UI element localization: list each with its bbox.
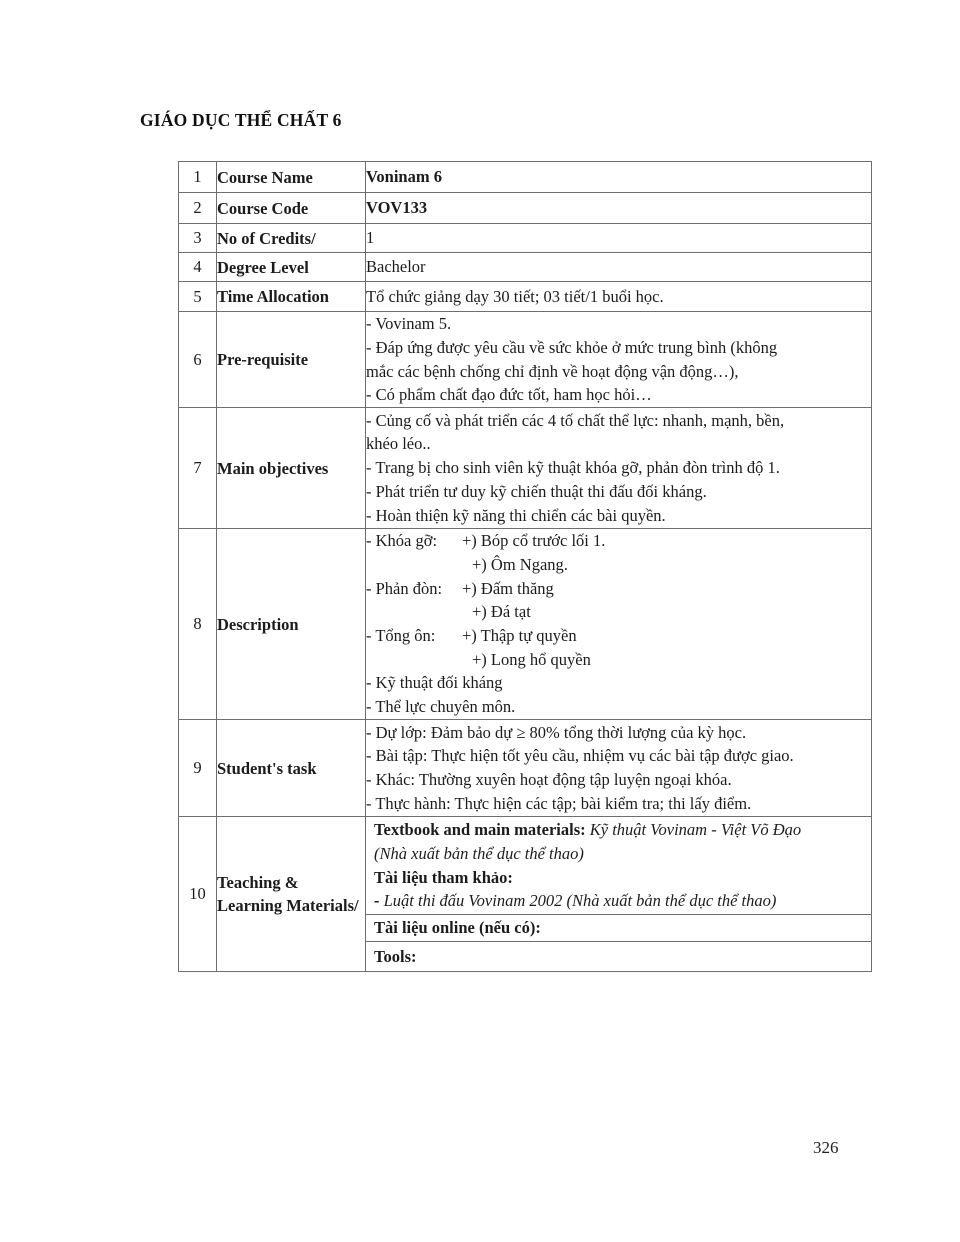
row-label-cell: Time Allocation: [217, 282, 366, 312]
row-number-cell: 3: [179, 224, 217, 253]
content-line: [366, 165, 871, 189]
content-line: [366, 577, 871, 601]
table-row: [179, 193, 872, 224]
text-segment: - Thực hành: Thực hiện các tập; bài kiểm tra; thi lấy điểm.: [366, 793, 752, 813]
content-line: [472, 553, 871, 577]
row-number-cell: 2: [179, 193, 217, 224]
text-segment: - Củng cố và phát triển các 4 tố chất thể lực: nhanh, mạnh, bền,: [366, 410, 785, 430]
text-segment: Tài liệu tham khảo:: [374, 867, 513, 887]
table-row: [179, 253, 872, 282]
table-row: [179, 408, 872, 529]
table-row: [179, 282, 872, 312]
course-table-body: [179, 162, 872, 972]
content-line: [366, 456, 871, 480]
row-label-cell: Degree Level: [217, 253, 366, 282]
row-label-cell: Student's task: [217, 720, 366, 817]
table-row: [179, 817, 872, 972]
content-line: [366, 285, 871, 309]
row-content-cell: [366, 529, 872, 720]
row-number-cell: 1: [179, 162, 217, 193]
table-row: [179, 162, 872, 193]
content-line: [366, 432, 871, 456]
text-segment: Tools:: [374, 946, 417, 966]
row-label-cell: No of Credits/: [217, 224, 366, 253]
content-line: [366, 360, 871, 384]
text-segment: - Bài tập: Thực hiện tốt yêu cầu, nhiệm vụ các bài tập được giao.: [366, 746, 794, 766]
table-row: [179, 720, 872, 817]
content-line: [366, 409, 871, 433]
row-number-cell: 10: [179, 817, 217, 972]
text-segment: - Dự lớp: Đảm bảo dự ≥ 80% tổng thời lượng của kỳ học.: [366, 722, 747, 742]
row-content-cell: [366, 193, 872, 224]
content-line: [472, 648, 871, 672]
text-segment: - Khóa gỡ:: [366, 531, 438, 551]
row-label-cell: Teaching & Learning Materials/: [217, 817, 366, 972]
content-line: [366, 480, 871, 504]
text-segment: +) Thập tự quyền: [462, 626, 577, 645]
content-line: [374, 916, 863, 940]
row-label-cell: Course Code: [217, 193, 366, 224]
content-line: [366, 226, 871, 250]
row-number-cell: 4: [179, 253, 217, 282]
row-label-cell: Main objectives: [217, 408, 366, 529]
content-line: [374, 866, 863, 890]
row-content-cell: [366, 162, 872, 193]
table-row: [179, 529, 872, 720]
content-line: [366, 504, 871, 528]
content-line: [366, 721, 871, 745]
content-line: [366, 671, 871, 695]
content-line: [366, 695, 871, 719]
text-segment: -: [374, 891, 384, 911]
content-line: [374, 889, 863, 913]
text-segment: Textbook and main materials:: [374, 820, 590, 840]
text-segment: +) Long hổ quyền: [472, 649, 591, 669]
row-number-cell: 8: [179, 529, 217, 720]
text-segment: - Kỹ thuật đối kháng: [366, 673, 503, 693]
page-title: GIÁO DỤC THỂ CHẤT 6: [140, 110, 342, 130]
row-number-cell: 6: [179, 312, 217, 408]
text-segment: 1: [366, 228, 375, 248]
text-segment: Luật thi đấu Vovinam 2002 (Nhà xuất bản thể dục thể thao): [383, 891, 777, 911]
content-line: [366, 792, 871, 816]
text-segment: - Phát triển tư duy kỹ chiến thuật thi đấu đối kháng.: [366, 481, 707, 501]
page-number: 326: [813, 1138, 839, 1157]
text-segment: +) Đấm thăng: [462, 578, 554, 598]
text-segment: - Trang bị cho sinh viên kỹ thuật khóa gỡ, phản đòn trình độ 1.: [366, 458, 780, 478]
content-line: [374, 818, 863, 842]
text-segment: (Nhà xuất bản thể dục thể thao): [374, 843, 584, 863]
content-line: [366, 768, 871, 792]
content-line: [366, 312, 871, 336]
row-content-cell: [366, 224, 872, 253]
table-row: [179, 312, 872, 408]
text-segment: VOV133: [366, 198, 428, 218]
content-line: [374, 945, 863, 969]
text-segment: - Tổng ôn:: [366, 626, 436, 645]
course-info-table: [178, 161, 872, 972]
content-line: [366, 529, 871, 553]
text-segment: Voninam 6: [366, 167, 442, 187]
table-row: [179, 224, 872, 253]
row-label-cell: Course Name: [217, 162, 366, 193]
content-line: [366, 624, 871, 648]
content-subrow: [366, 941, 871, 971]
content-line: [366, 383, 871, 407]
content-line: [472, 600, 871, 624]
row-content-cell: [366, 253, 872, 282]
row-content-cell: [366, 408, 872, 529]
text-segment: Kỹ thuật Vovinam - Việt Võ Đạo: [589, 820, 802, 840]
text-segment: Tài liệu online (nếu có):: [374, 918, 541, 938]
text-segment: +) Bóp cổ trước lối 1.: [462, 531, 606, 551]
content-subrow: [366, 914, 871, 941]
text-segment: - Vovinam 5.: [366, 314, 452, 334]
row-label-cell: Pre-requisite: [217, 312, 366, 408]
text-segment: khéo léo..: [366, 434, 431, 454]
row-number-cell: 5: [179, 282, 217, 312]
row-number-cell: 7: [179, 408, 217, 529]
text-segment: - Có phẩm chất đạo đức tốt, ham học hỏi…: [366, 385, 652, 405]
text-segment: +) Ôm Ngang.: [472, 554, 568, 574]
row-number-cell: 9: [179, 720, 217, 817]
text-segment: - Đáp ứng được yêu cầu về sức khỏe ở mức trung bình (không: [366, 337, 778, 357]
text-segment: +) Đá tạt: [472, 602, 531, 622]
content-line: [374, 842, 863, 866]
row-content-cell: [366, 282, 872, 312]
row-content-cell: [366, 720, 872, 817]
text-segment: - Phản đòn:: [366, 578, 443, 598]
content-line: [366, 196, 871, 220]
content-line: [366, 336, 871, 360]
text-segment: Bachelor: [366, 257, 426, 277]
row-content-cell: [366, 817, 872, 972]
text-segment: mắc các bệnh chống chỉ định về hoạt động vận động…),: [366, 361, 739, 381]
content-line: [366, 744, 871, 768]
content-subrow: [366, 817, 871, 914]
row-content-cell: [366, 312, 872, 408]
content-line: [366, 255, 871, 279]
text-segment: Tổ chức giảng dạy 30 tiết; 03 tiết/1 buổi học.: [366, 286, 664, 306]
text-segment: - Thể lực chuyên môn.: [366, 697, 516, 717]
text-segment: - Hoàn thiện kỹ năng thi chiển các bài quyền.: [366, 505, 666, 525]
row-label-cell: Description: [217, 529, 366, 720]
text-segment: - Khác: Thường xuyên hoạt động tập luyện ngoại khóa.: [366, 770, 732, 789]
